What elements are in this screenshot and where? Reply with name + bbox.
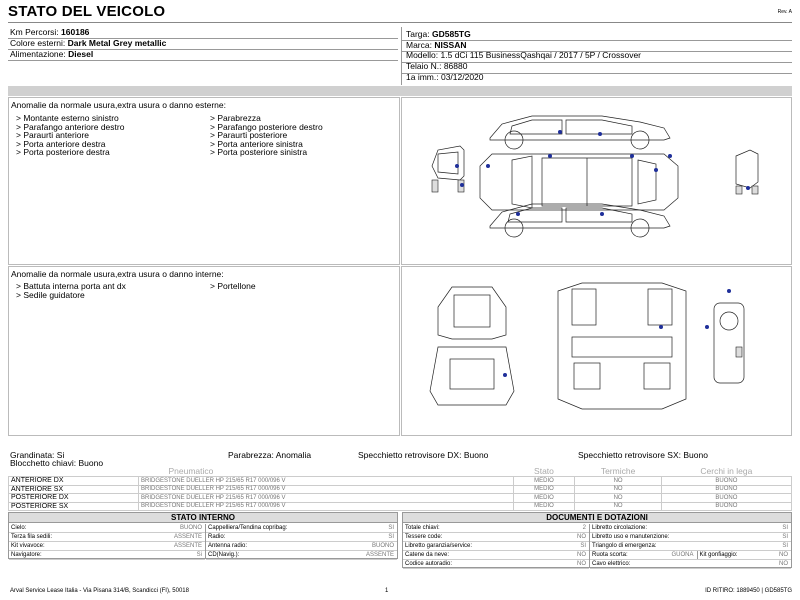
tyre-winter: NO	[575, 477, 661, 486]
kv-value: GUONA	[671, 552, 694, 558]
list-item: > Porta anteriore sinistra	[210, 138, 303, 149]
plate-label: Targa:	[406, 29, 430, 39]
color-value: Dark Metal Grey metallic	[67, 38, 167, 48]
chassis-value: 86880	[443, 61, 468, 71]
kv-key: Terza fila sedili:	[11, 534, 53, 540]
kv-key: Radio:	[208, 534, 226, 540]
kv-value: BUONO	[179, 525, 202, 531]
interior-left-column	[9, 524, 205, 560]
kv-value: NO	[577, 561, 586, 567]
car-plan-view	[480, 154, 678, 210]
kv-row	[590, 551, 791, 560]
kv-key: Cavo elettrico:	[592, 561, 631, 567]
tyre-state: MEDIO	[513, 477, 575, 486]
damage-marker	[455, 164, 459, 168]
tyre-rims: BUONO	[661, 502, 791, 511]
kv-row	[9, 524, 205, 533]
damage-marker	[630, 154, 634, 158]
kv-value: SI	[388, 525, 394, 531]
model-row	[406, 50, 641, 61]
kv-key: Cielo:	[11, 525, 27, 531]
list-item: > Sedile guidatore	[16, 289, 85, 300]
footer-page-number: 1	[385, 588, 389, 594]
kv-row	[403, 560, 589, 569]
external-damage-title: Anomalie da normale usura,extra usura o danno esterne:	[11, 100, 226, 110]
page-title: STATO DEL VEICOLO	[8, 3, 166, 20]
tyre-header: Pneumatico	[139, 466, 514, 477]
list-item: > Paraurti posteriore	[210, 130, 288, 140]
damage-marker	[548, 154, 552, 158]
chassis-label: Telaio N.:	[406, 61, 442, 71]
damage-marker	[503, 373, 507, 377]
tyre-state: MEDIO	[513, 502, 575, 511]
kv-key: Tessere code:	[405, 534, 443, 540]
kv-row	[590, 560, 791, 569]
tyre-model: BRIDGESTONE DUELLER HP 215/65 R17 000/096 V	[139, 477, 514, 486]
kv-value: NO	[577, 552, 586, 558]
rims-header: Cerchi in lega	[661, 466, 791, 477]
car-rear-seats-view	[714, 303, 744, 383]
km-row	[10, 27, 89, 38]
revision-label: Rev. A	[777, 9, 792, 15]
kv-key: Libretto circolazione:	[592, 525, 648, 531]
table-row	[9, 502, 792, 511]
tyre-model: BRIDGESTONE DUELLER HP 215/65 R17 000/096 V	[139, 502, 514, 511]
registration-row	[406, 72, 484, 83]
kv-value: NO	[779, 561, 788, 567]
kv-key: CD(Navig.):	[208, 552, 240, 558]
brand-label: Marca:	[406, 40, 432, 50]
kv-row	[403, 533, 589, 542]
footer-company: Arval Service Lease Italia - Via Pisana 314/B, Scandicci (FI), 50018	[10, 588, 189, 594]
tyre-model: BRIDGESTONE DUELLER HP 215/65 R17 000/096 V	[139, 485, 514, 494]
kv-key: Cappelliera/Tendina copribag:	[208, 525, 288, 531]
model-value: 1.5 dCi 115 BusinessQashqai / 2017 / 5P / Crossover	[440, 50, 642, 60]
documents-box	[402, 512, 792, 568]
kv-value: BUONO	[371, 543, 394, 549]
kv-value: ASSENTE	[173, 534, 202, 540]
tyre-state: MEDIO	[513, 485, 575, 494]
exterior-car-diagram	[402, 98, 791, 264]
damage-marker	[668, 154, 672, 158]
kv-value: Si	[196, 552, 202, 558]
kv-key: Kit gonfiaggio:	[697, 551, 780, 559]
table-row	[9, 494, 792, 503]
state-header: Stato	[513, 466, 575, 477]
list-item: > Battuta interna porta ant dx	[16, 281, 126, 291]
plate-row	[406, 29, 471, 40]
hail-status: Grandinata: Si	[10, 450, 65, 460]
internal-damage-list-2	[210, 282, 256, 291]
interior-status-box	[8, 512, 398, 559]
km-label: Km Percorsi:	[10, 27, 59, 37]
tyre-winter: NO	[575, 502, 661, 511]
divider	[8, 60, 398, 61]
plate-value: GD585TG	[432, 29, 471, 39]
list-item: > Parafango anteriore destro	[16, 121, 125, 132]
tyre-rims: BUONO	[661, 494, 791, 503]
tyre-winter: NO	[575, 485, 661, 494]
damage-marker	[659, 325, 663, 329]
fuel-label: Alimentazione:	[10, 49, 66, 59]
car-front-view	[432, 146, 464, 192]
interior-right-column	[206, 524, 397, 560]
table-header	[9, 466, 139, 477]
kv-row	[403, 542, 589, 551]
list-item: > Montante esterno sinistro	[16, 113, 119, 123]
kv-key: Catene da neve:	[405, 552, 450, 558]
color-row	[10, 38, 166, 49]
list-item: > Portellone	[210, 281, 256, 291]
tyre-position: POSTERIORE DX	[9, 494, 139, 503]
fuel-value: Diesel	[68, 49, 94, 59]
tyre-position: ANTERIORE DX	[9, 477, 139, 486]
fuel-row	[10, 49, 93, 60]
documents-left-column	[403, 524, 589, 569]
winter-header: Termiche	[575, 466, 661, 477]
kv-row	[206, 542, 397, 551]
car-front-interior-view	[430, 347, 514, 405]
list-item: > Parafango posteriore destro	[210, 121, 323, 132]
kv-value: SI	[388, 534, 394, 540]
damage-marker	[486, 164, 490, 168]
kv-value: SI	[580, 543, 586, 549]
ignition-status: Blocchetto chiavi: Buono	[10, 458, 104, 468]
footer-id: ID RITIRO: 1889450 | GD585TG	[705, 588, 792, 594]
kv-key: Totale chiavi:	[405, 525, 440, 531]
kv-key: Triangolo di emergenza:	[592, 543, 657, 549]
car-side-view-bottom	[490, 204, 670, 237]
table-row	[9, 477, 792, 486]
kv-row	[206, 533, 397, 542]
section-separator	[8, 86, 792, 96]
tyre-rims: BUONO	[661, 477, 791, 486]
kv-key: Codice autoradio:	[405, 561, 453, 567]
list-item: > Parabrezza	[210, 113, 261, 123]
brand-value: NISSAN	[434, 40, 467, 50]
damage-marker	[516, 212, 520, 216]
tyre-position: ANTERIORE SX	[9, 485, 139, 494]
windshield-status: Parabrezza: Anomalia	[228, 450, 312, 460]
kv-row	[206, 551, 397, 560]
car-cabin-plan-view	[558, 283, 686, 409]
car-side-view-top	[490, 116, 670, 149]
damage-marker	[746, 186, 750, 190]
kv-row	[9, 533, 205, 542]
kv-row	[590, 524, 791, 533]
internal-damage-title: Anomalie da normale usura,extra usura o danno interne:	[11, 269, 224, 279]
kv-key: Kit vivavoce:	[11, 543, 45, 549]
kv-row	[403, 551, 589, 560]
kv-value: ASSENTE	[365, 552, 394, 558]
damage-marker	[600, 212, 604, 216]
damage-marker	[460, 183, 464, 187]
tyre-state: MEDIO	[513, 494, 575, 503]
mirror-sx-status: Specchietto retrovisore SX: Buono	[578, 450, 708, 460]
documents-title: DOCUMENTI E DOTAZIONI	[403, 513, 791, 523]
kv-value: SI	[782, 534, 788, 540]
mirror-dx-status: Specchietto retrovisore DX: Buono	[358, 450, 489, 460]
kv-row	[590, 542, 791, 551]
tyres-table	[8, 466, 792, 511]
tyre-model: BRIDGESTONE DUELLER HP 215/65 R17 000/096 V	[139, 494, 514, 503]
list-item: > Porta anteriore destra	[16, 138, 106, 149]
kv-key: Antenna radio:	[208, 543, 248, 549]
chassis-row	[406, 61, 467, 72]
info-column-divider	[401, 27, 402, 85]
kv-value: SI	[782, 543, 788, 549]
kv-value: NO	[779, 552, 789, 558]
kv-row	[9, 551, 205, 560]
interior-status-title: STATO INTERNO	[9, 513, 397, 523]
color-label: Colore esterni:	[10, 38, 66, 48]
kv-key: Ruota scorta:	[592, 552, 628, 558]
external-damage-list-2	[210, 114, 323, 157]
kv-value: SI	[782, 525, 788, 531]
kv-row	[9, 542, 205, 551]
model-label: Modello:	[406, 50, 439, 60]
list-item: > Porta posteriore sinistra	[210, 147, 308, 157]
list-item: > Paraurti anteriore	[16, 130, 89, 140]
title-divider	[8, 22, 792, 23]
registration-label: 1a imm.:	[406, 72, 439, 82]
kv-value: ASSENTE	[173, 543, 202, 549]
kv-row	[206, 524, 397, 533]
kv-value: NO	[577, 534, 586, 540]
damage-marker	[558, 130, 562, 134]
internal-damage-list-1	[16, 282, 126, 299]
tyre-rims: BUONO	[661, 485, 791, 494]
external-damage-list-1	[16, 114, 124, 157]
kv-key: Libretto uso e manutenzione:	[592, 534, 670, 540]
table-row	[9, 485, 792, 494]
documents-right-column	[590, 524, 791, 569]
registration-value: 03/12/2020	[440, 72, 484, 82]
kv-key: Navigatore:	[11, 552, 42, 558]
damage-marker	[705, 325, 709, 329]
kv-row	[590, 533, 791, 542]
damage-marker	[598, 132, 602, 136]
kv-key: Libretto garanzia/service:	[405, 543, 473, 549]
interior-car-diagram	[402, 267, 791, 435]
list-item: > Porta posteriore destra	[16, 147, 110, 157]
tyre-position: POSTERIORE SX	[9, 502, 139, 511]
km-value: 160186	[61, 27, 90, 37]
damage-marker	[654, 168, 658, 172]
kv-row	[403, 524, 589, 533]
tyre-winter: NO	[575, 494, 661, 503]
car-rear-interior-view	[438, 287, 506, 339]
kv-value: 2	[582, 525, 586, 531]
damage-marker	[727, 289, 731, 293]
